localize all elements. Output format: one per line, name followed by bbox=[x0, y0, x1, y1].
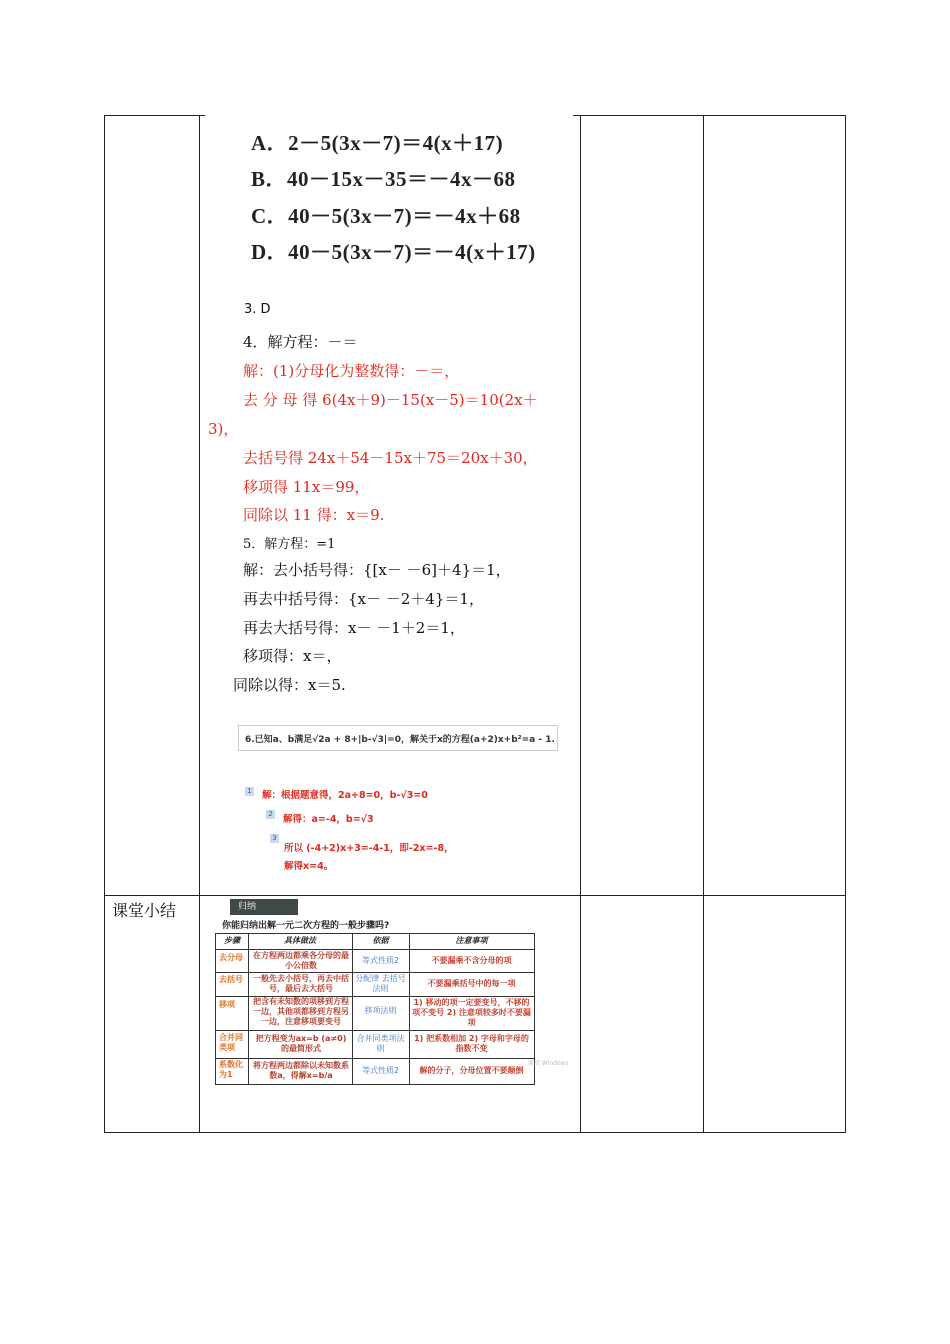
option-b: B．40－15x－35＝－4x－68 bbox=[251, 167, 516, 191]
summary-table bbox=[215, 933, 535, 1085]
row3-method: 把含有未知数的项移到方程一边，其他项都移到方程另一边，注意移项要变号 bbox=[253, 997, 349, 1026]
grid-row-line bbox=[216, 949, 534, 950]
row2-step: 去括号 bbox=[219, 975, 243, 984]
row4-method: 把方程变为ax=b (a≠0) 的最简形式 bbox=[255, 1034, 347, 1053]
header-step: 步骤 bbox=[224, 936, 240, 945]
row4-basis: 合并同类项法则 bbox=[356, 1034, 405, 1053]
q5-line-3: 再去大括号得：x－ －1＋2＝1， bbox=[243, 619, 465, 637]
q4-line-5: 移项得 11x＝99， bbox=[243, 478, 370, 496]
row3-basis: 移项法则 bbox=[364, 1006, 397, 1015]
header-note: 注意事项 bbox=[455, 936, 488, 945]
header-method: 具体做法 bbox=[284, 936, 316, 945]
row1-basis: 等式性质2 bbox=[361, 956, 400, 965]
summary-image bbox=[212, 896, 538, 1092]
row4-step: 合并同类项 bbox=[219, 1033, 243, 1052]
q5-line-5: 同除以得：x＝5. bbox=[233, 676, 346, 694]
step-badge-1: 1 bbox=[245, 787, 254, 796]
table-divider-1 bbox=[199, 115, 200, 1133]
q5-line-4: 移项得：x＝， bbox=[243, 647, 342, 665]
q6-solution-image bbox=[236, 773, 574, 891]
q4-line-1: 解：(1)分母化为整数得：－＝， bbox=[243, 362, 460, 380]
row3-step: 移项 bbox=[219, 1000, 235, 1009]
option-c: C．40－5(3x－7)＝－4x＋68 bbox=[251, 204, 521, 228]
row5-method: 将方程两边都除以未知数系数a，得解x=b/a bbox=[253, 1061, 349, 1080]
row4-note: 1) 把系数相加 2) 字母和字母的指数不变 bbox=[414, 1034, 529, 1053]
row5-step: 系数化为1 bbox=[219, 1060, 243, 1079]
step-badge-3: 3 bbox=[270, 834, 279, 843]
q5-line-1: 解：去小括号得：{[x－ －6]＋4}＝1， bbox=[243, 561, 511, 579]
table-divider-3 bbox=[703, 115, 704, 1133]
table-divider-2 bbox=[580, 115, 581, 1133]
option-d: D．40－5(3x－7)＝－4(x＋17) bbox=[251, 240, 536, 264]
options-image bbox=[205, 115, 573, 275]
step-badge-2: 2 bbox=[266, 810, 275, 819]
row2-basis: 分配律 去括号法则 bbox=[355, 974, 406, 993]
grid-col-line bbox=[248, 934, 249, 1084]
activation-watermark: 激活 Windows bbox=[528, 1060, 569, 1067]
row5-note: 解的分子，分母位置不要颠倒 bbox=[419, 1066, 524, 1075]
grid-row-line bbox=[216, 972, 534, 973]
row1-method: 在方程两边都乘各分母的最小公倍数 bbox=[253, 951, 349, 970]
q5-title: 5．解方程：=1 bbox=[243, 537, 336, 552]
grid-row-line bbox=[216, 1058, 534, 1059]
table-border-right bbox=[845, 115, 846, 1133]
q4-line-4: 去括号得 24x＋54－15x＋75＝20x＋30， bbox=[243, 449, 538, 467]
summary-question: 你能归纳出解一元二次方程的一般步骤吗? bbox=[222, 921, 390, 931]
header-basis: 依据 bbox=[372, 936, 389, 945]
row1-step: 去分母 bbox=[219, 953, 243, 962]
row1-note: 不要漏乘不含分母的项 bbox=[431, 956, 512, 965]
q5-line-2: 再去中括号得：{x－ －2＋4}＝1， bbox=[243, 590, 484, 608]
q6-question: 6.已知a、b满足√2a + 8+|b-√3|=0，解关于x的方程(a+2)x+b²=a - 1. bbox=[245, 735, 555, 745]
q6-step-4: 解得x=4。 bbox=[284, 861, 334, 872]
row2-note: 不要漏乘括号中的每一项 bbox=[427, 979, 516, 988]
row5-basis: 等式性质2 bbox=[361, 1066, 400, 1075]
section-label-summary: 课堂小结 bbox=[112, 901, 177, 920]
row2-method: 一般先去小括号，再去中括号，最后去大括号 bbox=[253, 974, 349, 993]
row3-note: 1) 移动的项一定要变号，不移的项不变号 2) 注意项较多时不要漏项 bbox=[412, 998, 531, 1027]
q4-line-3: 3)， bbox=[208, 420, 239, 438]
option-a: A．2－5(3x－7)＝4(x＋17) bbox=[251, 131, 504, 155]
q4-title: 4．解方程：－＝ bbox=[243, 333, 358, 351]
q4-line-2: 去 分 母 得 6(4x＋9)－15(x－5)＝10(2x＋ bbox=[243, 391, 538, 409]
answer-3: 3. D bbox=[244, 302, 271, 317]
table-border-bottom bbox=[104, 1132, 846, 1133]
grid-row-line bbox=[216, 1030, 534, 1031]
summary-tag: 归纳 bbox=[230, 899, 298, 915]
table-border-left bbox=[104, 115, 105, 1133]
q4-line-6: 同除以 11 得：x＝9. bbox=[243, 506, 385, 524]
q6-step-3: 所以 (-4+2)x+3=-4-1，即-2x=-8， bbox=[284, 843, 454, 854]
q6-step-1: 解：根据题意得，2a+8=0，b-√3=0 bbox=[262, 790, 428, 801]
q6-step-2: 解得：a=-4，b=√3 bbox=[283, 814, 374, 825]
q6-question-image bbox=[238, 725, 558, 751]
